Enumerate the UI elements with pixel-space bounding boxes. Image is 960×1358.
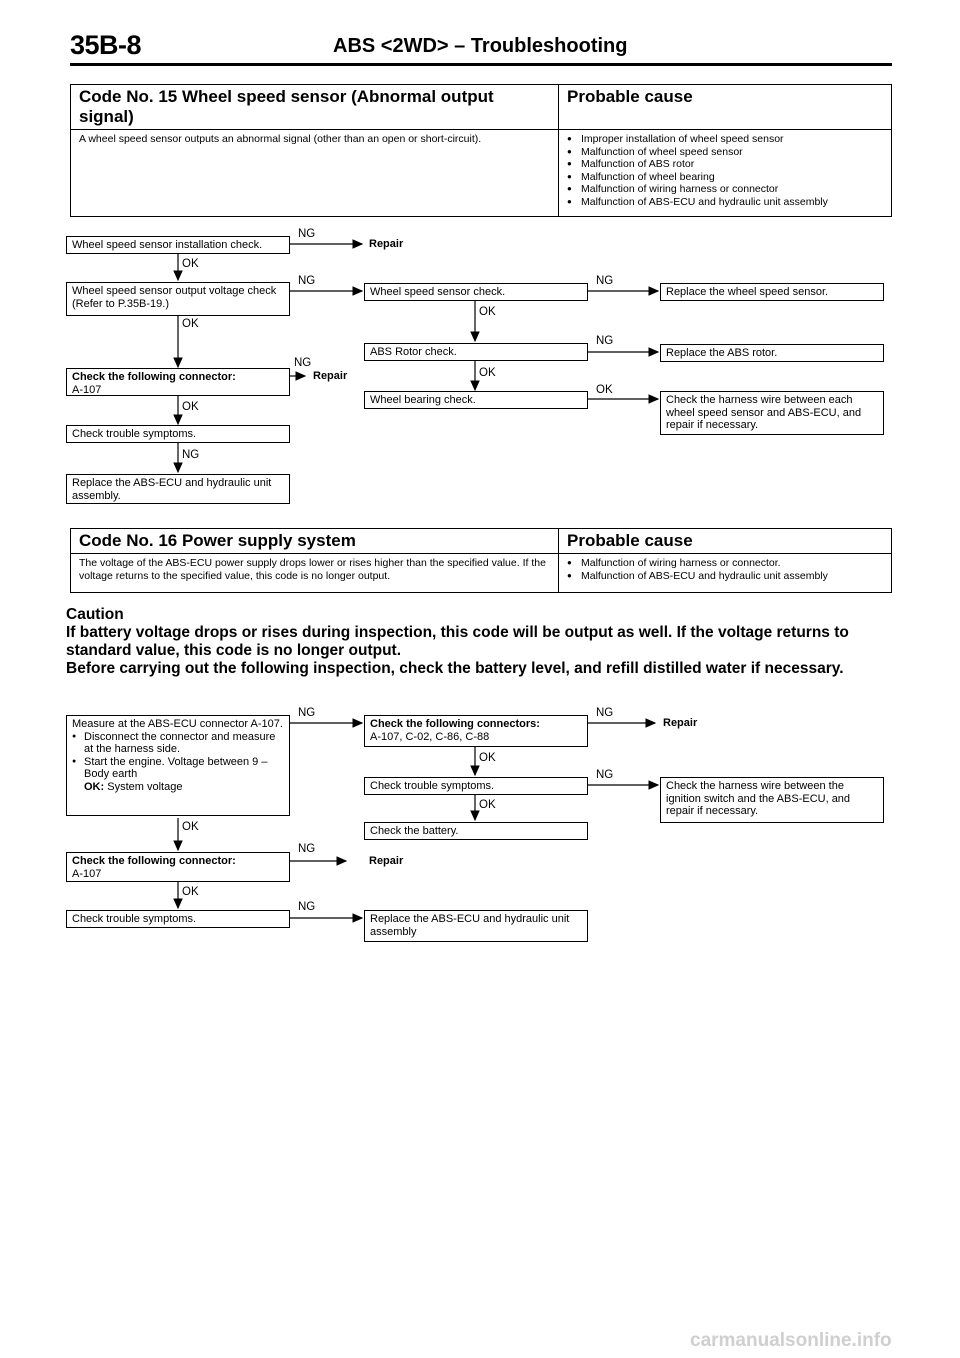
caution-block	[66, 606, 896, 678]
output-check-box	[66, 282, 290, 316]
trouble-bottom-label: Check trouble symptoms.	[72, 913, 197, 925]
connector-check-value: A-107	[72, 383, 102, 396]
ok-label: OK	[182, 258, 199, 270]
ng-label: NG	[596, 335, 614, 347]
page-number: 35B-8	[70, 30, 142, 60]
ok-label: OK	[182, 401, 199, 413]
battery-label: Check the battery.	[370, 825, 459, 837]
ok-label: OK	[479, 752, 496, 764]
replace-ecu-box	[66, 474, 290, 504]
trouble-mid-box	[364, 777, 588, 795]
battery-box	[364, 822, 588, 840]
ng-label: NG	[298, 228, 316, 240]
connector-a107-value: A-107	[72, 867, 102, 880]
connector-check-box	[66, 368, 290, 396]
ng-label: NG	[298, 275, 316, 287]
list-item: ● Malfunction of wiring harness or connector.	[567, 557, 883, 570]
trouble-mid-label: Check trouble symptoms.	[370, 780, 495, 792]
ok-label: OK	[596, 384, 613, 396]
measure-bullet1: ● Disconnect the connector and measure at the harness side.	[72, 731, 284, 756]
measure-box	[66, 715, 290, 816]
watermark: carmanualsonline.info	[690, 1330, 892, 1351]
code16-table	[70, 528, 892, 593]
ok-label: OK	[479, 799, 496, 811]
ok-label: OK	[479, 306, 496, 318]
code16-description: The voltage of the ABS-ECU power supply drops lower or rises higher than the specified value. If the voltage returns to the specified value, this code is no longer output.	[71, 554, 559, 592]
rotor-check-label: ABS Rotor check.	[370, 346, 457, 358]
connectors-check-value: A-107, C-02, C-86, C-88	[370, 730, 490, 743]
bearing-check-label: Wheel bearing check.	[370, 394, 476, 406]
list-item: ● Malfunction of ABS rotor	[567, 158, 883, 171]
rotor-check-box	[364, 343, 588, 361]
list-item: ● Malfunction of ABS-ECU and hydraulic unit assembly	[567, 570, 883, 583]
repair-label: Repair	[369, 238, 404, 250]
harness-check-label: Check the harness wire between each wheel speed sensor and ABS-ECU, and repair if necessary.	[666, 394, 862, 431]
measure-ok-value: System voltage	[107, 780, 183, 793]
ok-label: OK	[182, 318, 199, 330]
harness-check-box	[660, 391, 884, 435]
ng-label: NG	[182, 449, 200, 461]
replace-sensor-box	[660, 283, 884, 301]
list-item: ● Malfunction of wheel bearing	[567, 171, 883, 184]
replace-ecu-label: Replace the ABS-ECU and hydraulic unit assembly.	[72, 477, 272, 502]
connector-a107-box	[66, 852, 290, 882]
output-check-label: Wheel speed sensor output voltage check (Refer to P.35B-19.)	[72, 285, 277, 310]
list-item: ● Malfunction of wiring harness or connector	[567, 183, 883, 196]
connectors-check-box	[364, 715, 588, 747]
replace-ecu2-label: Replace the ABS-ECU and hydraulic unit assembly	[370, 913, 570, 938]
caution-line1: If battery voltage drops or rises during inspection, this code will be output as well. If the voltage returns to standard value, this code is no longer output.	[66, 624, 849, 659]
measure-line1: Measure at the ABS-ECU connector A-107.	[72, 718, 283, 730]
ng-label: NG	[298, 707, 316, 719]
code15-heading: Code No. 15 Wheel speed sensor (Abnormal output signal)	[71, 85, 559, 129]
ok-label: OK	[479, 367, 496, 379]
replace-rotor-box	[660, 344, 884, 362]
harness-ignition-box	[660, 777, 884, 823]
install-check-label: Wheel speed sensor installation check.	[72, 239, 263, 251]
sensor-check-label: Wheel speed sensor check.	[370, 286, 506, 298]
list-item: ● Malfunction of wheel speed sensor	[567, 146, 883, 159]
code16-cause-heading: Probable cause	[567, 531, 693, 550]
connectors-check-title: Check the following connectors:	[370, 718, 540, 730]
replace-ecu2-box	[364, 910, 588, 942]
code16-cause-list	[567, 557, 883, 582]
code16-heading: Code No. 16 Power supply system	[71, 529, 559, 553]
code15-description: A wheel speed sensor outputs an abnormal signal (other than an open or short-circuit).	[71, 130, 559, 216]
repair-label: Repair	[663, 717, 698, 729]
caution-line2: Before carrying out the following inspection, check the battery level, and refill distilled water if necessary.	[66, 660, 844, 677]
ng-label: NG	[298, 843, 316, 855]
ng-label: NG	[294, 357, 312, 369]
harness-ignition-label: Check the harness wire between the ignition switch and the ABS-ECU, and repair if necessary.	[666, 780, 851, 817]
page-title: ABS <2WD> – Troubleshooting	[333, 35, 628, 57]
repair-label: Repair	[313, 370, 348, 382]
code15-cause-heading: Probable cause	[567, 87, 693, 106]
replace-rotor-label: Replace the ABS rotor.	[666, 347, 778, 359]
connector-a107-title: Check the following connector:	[72, 855, 236, 867]
trouble-check-box	[66, 425, 290, 443]
list-item: ● Improper installation of wheel speed sensor	[567, 133, 883, 146]
ng-label: NG	[596, 769, 614, 781]
caution-title: Caution	[66, 606, 124, 623]
trouble-check-label: Check trouble symptoms.	[72, 428, 197, 440]
ng-label: NG	[596, 275, 614, 287]
replace-sensor-label: Replace the wheel speed sensor.	[666, 286, 829, 298]
list-item: ● Malfunction of ABS-ECU and hydraulic unit assembly	[567, 196, 883, 209]
install-check-box	[66, 236, 290, 254]
measure-bullet2: ● Start the engine. Voltage between 9 – Body earth	[72, 756, 284, 781]
ng-label: NG	[298, 901, 316, 913]
ok-label: OK	[182, 821, 199, 833]
repair-label: Repair	[369, 855, 404, 867]
sensor-check-box	[364, 283, 588, 301]
connector-check-title: Check the following connector:	[72, 371, 236, 383]
ok-label: OK	[182, 886, 199, 898]
measure-ok-label: OK:	[84, 780, 105, 793]
ng-label: NG	[596, 707, 614, 719]
bearing-check-box	[364, 391, 588, 409]
trouble-bottom-box	[66, 910, 290, 928]
